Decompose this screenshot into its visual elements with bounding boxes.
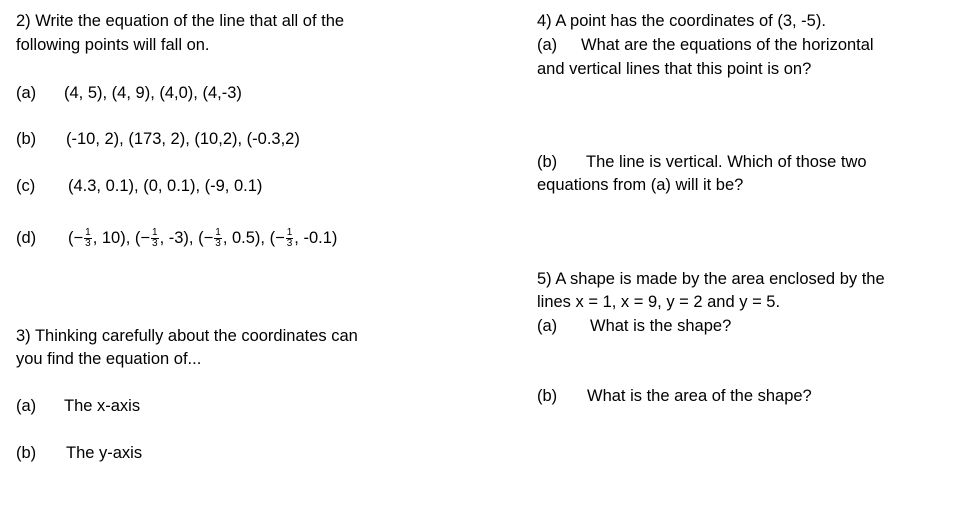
fraction-denominator: 3: [286, 238, 293, 250]
fraction: [151, 228, 159, 249]
q2-b-label: (b): [16, 130, 37, 148]
fraction-denominator: 3: [152, 238, 158, 250]
q3-prompt-line2: you find the equation of...: [16, 350, 202, 368]
q2-d-point-2: [134, 227, 199, 250]
q3-a-text: The x-axis: [64, 397, 141, 415]
point-open: (−: [68, 229, 84, 247]
q5-b-text: What is the area of the shape?: [587, 387, 812, 405]
q2-d-point-3: [198, 227, 270, 250]
q2-d-point-4: [269, 227, 338, 250]
q3-a-label: (a): [16, 397, 37, 415]
q2-d-point-1: [68, 227, 135, 250]
q2-b-text: (-10, 2), (173, 2), (10,2), (-0.3,2): [66, 130, 300, 148]
point-rest: , 0.5),: [222, 229, 270, 247]
fraction-numerator: 1: [85, 227, 91, 239]
fraction: [214, 228, 222, 249]
q2-d-label: (d): [16, 229, 37, 247]
fraction: [286, 228, 294, 249]
point-rest: , -3),: [159, 229, 199, 247]
q4-b-line1: The line is vertical. Which of those two: [586, 153, 867, 171]
q2-prompt-line1: 2) Write the equation of the line that all of the: [16, 12, 345, 30]
q2-prompt-line2: following points will fall on.: [16, 36, 210, 54]
fraction-denominator: 3: [85, 238, 91, 250]
q4-a-line2: and vertical lines that this point is on?: [537, 60, 812, 78]
q4-b-line2: equations from (a) will it be?: [537, 176, 744, 194]
q4-a-label: (a): [537, 36, 558, 54]
point-open: (−: [134, 229, 151, 247]
point-rest: , 10),: [92, 229, 135, 247]
q3-b-text: The y-axis: [66, 444, 143, 462]
fraction-numerator: 1: [215, 227, 221, 239]
q4-prompt-line1: 4) A point has the coordinates of (3, -5).: [537, 12, 826, 30]
q5-prompt-line1: 5) A shape is made by the area enclosed by the: [537, 270, 885, 288]
q2-a-label: (a): [16, 84, 37, 102]
point-rest: , -0.1): [294, 229, 338, 247]
q2-a-text: (4, 5), (4, 9), (4,0), (4,-3): [64, 84, 242, 102]
q2-d-points: [68, 227, 337, 249]
q5-a-label: (a): [537, 317, 558, 335]
q5-a-text: What is the shape?: [590, 317, 732, 335]
q3-b-label: (b): [16, 444, 37, 462]
q4-a-line1: What are the equations of the horizontal: [581, 36, 874, 54]
point-open: (−: [269, 229, 285, 247]
q2-c-text: (4.3, 0.1), (0, 0.1), (-9, 0.1): [68, 177, 263, 195]
fraction: [84, 228, 92, 249]
q5-prompt-line2: lines x = 1, x = 9, y = 2 and y = 5.: [537, 293, 781, 311]
fraction-numerator: 1: [286, 227, 293, 239]
point-open: (−: [198, 229, 214, 247]
q4-b-label: (b): [537, 153, 558, 171]
fraction-numerator: 1: [152, 227, 158, 239]
q3-prompt-line1: 3) Thinking carefully about the coordinates can: [16, 327, 358, 345]
fraction-denominator: 3: [215, 238, 221, 250]
q2-c-label: (c): [16, 177, 36, 195]
q5-b-label: (b): [537, 387, 558, 405]
